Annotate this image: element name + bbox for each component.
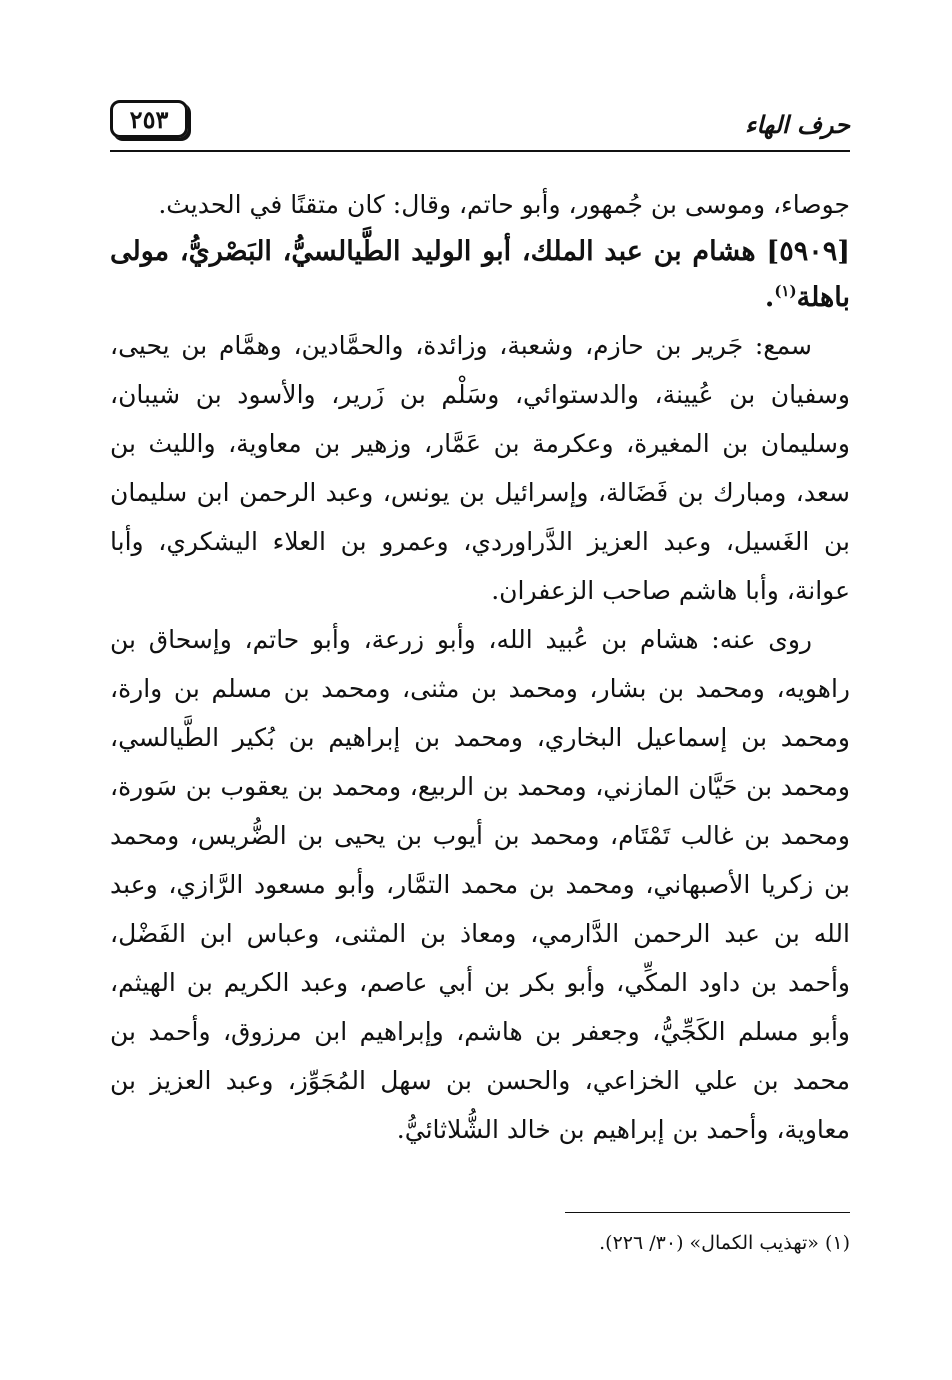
entry-heading xyxy=(110,229,850,321)
header-rule xyxy=(110,150,850,152)
footnote-rule xyxy=(565,1212,850,1213)
students-paragraph: روى عنه: هشام بن عُبيد الله، وأبو زرعة، وأبو حاتم، وإسحاق بن راهويه، ومحمد بن بشار، ومحمد بن مثنى، ومحمد بن مسلم بن وارة، ومحمد بن إسماعيل البخاري، ومحمد بن إبراهيم بن بُكير الطَّيالسي، ومحمد بن حَيَّان المازني، ومحمد بن الربيع، ومحمد بن يعقوب بن سَورة، ومحمد بن غالب تَمْتَام، ومحمد بن أيوب بن يحيى بن الضُّريس، ومحمد بن زكريا الأصبهاني، ومحمد بن محمد التمَّار، وأبو مسعود الرَّازي، وعبد الله بن عبد الرحمن الدَّارمي، ومعاذ بن المثنى، وعباس ابن الفَضْل، وأحمد بن داود المكِّي، وأبو بكر بن أبي عاصم، وعبد الكريم بن الهيثم، وأبو مسلم الكَجِّيُّ، وجعفر بن هاشم، وإبراهيم ابن مرزوق، وأحمد بن محمد بن علي الخزاعي، والحسن بن سهل المُجَوِّز، وعبد العزيز بن معاوية، وأحمد بن إبراهيم بن خالد الشُّلاثائيُّ. xyxy=(110,625,850,1144)
page-header xyxy=(110,92,850,154)
main-text xyxy=(110,180,850,1154)
footnote-reference: (١) xyxy=(774,282,797,300)
entry-end: . xyxy=(764,282,775,313)
teachers-paragraph: سمع: جَرير بن حازم، وشعبة، وزائدة، والحمَّادين، وهمَّام بن يحيى، وسفيان بن عُيينة، والدستوائي، وسَلْم بن زَرير، والأسود بن شيبان، وسليمان بن المغيرة، وعكرمة بن عَمَّار، وزهير بن معاوية، والليث بن سعد، ومبارك بن فَضَالة، وإسرائيل بن يونس، وعبد الرحمن ابن سليمان بن الغَسيل، وعبد العزيز الدَّراوردي، وعمرو بن العلاء اليشكري، وأبا عوانة، وأبا هاشم صاحب الزعفران. xyxy=(110,331,850,605)
page-number: ٢٥٣ xyxy=(110,100,188,138)
footnote: (١) «تهذيب الكمال» (٣٠/ ٢٢٦). xyxy=(599,1232,850,1254)
entry-title: [٥٩٠٩] هشام بن عبد الملك، أبو الوليد الطَّيالسيُّ، البَصْريُّ، مولى باهلة xyxy=(110,236,850,313)
running-head: حرف الهاء xyxy=(745,110,850,139)
continued-paragraph: جوصاء، وموسى بن جُمهور، وأبو حاتم، وقال: كان متقنًا في الحديث. xyxy=(158,190,850,219)
